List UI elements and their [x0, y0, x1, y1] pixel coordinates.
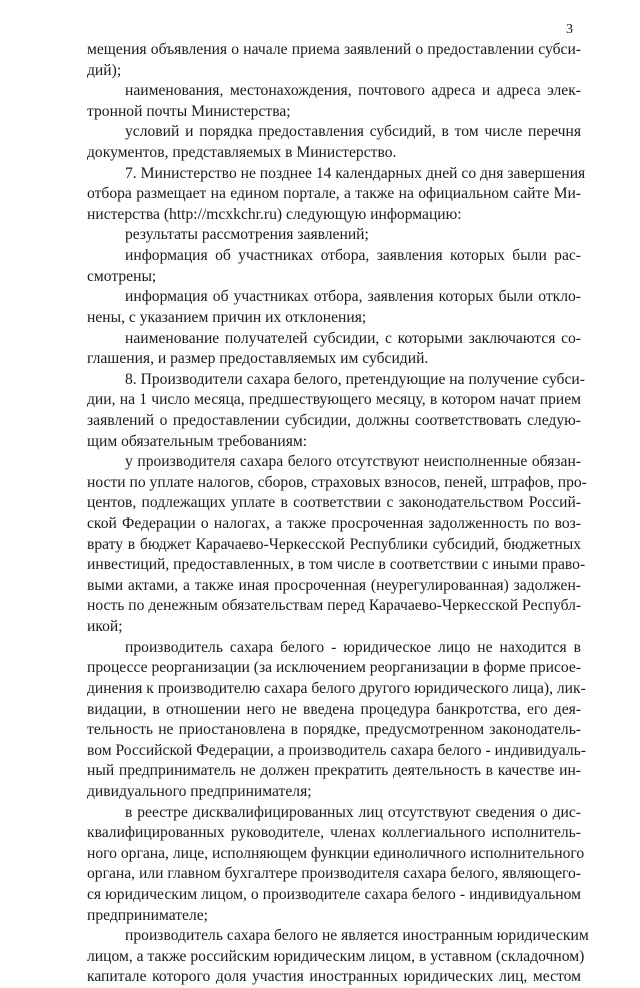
text-line: предпринимателе; [87, 906, 209, 924]
text-line: процессе реорганизации (за исключением реорганизации в форме присое- [87, 659, 582, 677]
text-line: ного органа, лице, исполняющем функции единоличного исполнительного [87, 844, 585, 862]
text-line: в реестре дисквалифицированных лиц отсутствуют сведения о дис- [125, 803, 581, 821]
text-line: щим обязательным требованиям: [87, 432, 308, 450]
text-line: наименования, местонахождения, почтового адреса и адреса элек- [125, 82, 581, 100]
text-line: информация об участниках отбора, заявления которых были рас- [125, 247, 581, 265]
text-line: тельность не приостановлена в порядке, предусмотренном законодатель- [87, 721, 581, 739]
text-line: ской Федерации о налогах, а также просроченная задолженность по воз- [87, 515, 581, 533]
text-line: ности по уплате налогов, сборов, страховых взносов, пеней, штрафов, про- [87, 473, 587, 491]
text-line: глашения, и размер предоставляемых им субсидий. [87, 350, 429, 368]
text-line: врату в бюджет Карачаево-Черкесской Республики субсидий, бюджетных [87, 535, 581, 553]
text-line: наименование получателей субсидии, с которыми заключаются со- [125, 329, 581, 347]
document-body [87, 40, 589, 988]
text-line: дий); [87, 61, 122, 79]
text-line: капитале которого доля участия иностранных юридических лиц, местом [87, 968, 581, 986]
text-line: дии, на 1 число месяца, предшествующего месяцу, в котором начат прием [87, 391, 581, 409]
text-line: лицом, а также российским юридическим лицом, в уставном (складочном) [87, 947, 585, 965]
text-line: 7. Министерство не позднее 14 календарных дней со дня завершения [125, 164, 586, 182]
text-line: динения к производителю сахара белого другого юридического лица), лик- [87, 679, 586, 697]
text-line: центов, подлежащих уплате в соответствии с законодательством Россий- [87, 494, 581, 512]
text-line: выми актами, а также иная просроченная (неурегулированная) задолжен- [87, 576, 581, 594]
text-line: видации, в отношении него не введена процедура банкротства, его дея- [87, 700, 581, 718]
text-line: документов, представляемых в Министерство. [87, 144, 397, 162]
text-line: информация об участниках отбора, заявления которых были откло- [125, 288, 581, 306]
text-line: инвестиций, предоставленных, в том числе в соответствии с иными право- [87, 556, 586, 574]
text-line: нистерства (http://mcxkchr.ru) следующую информацию: [87, 205, 462, 223]
text-line: ный предприниматель не должен прекратить деятельность в качестве ин- [87, 762, 581, 780]
text-line: ся юридическим лицом, о производителе сахара белого - индивидуальном [87, 885, 581, 903]
text-line: икой; [87, 618, 123, 636]
text-line: отбора размещает на едином портале, а также на официальном сайте Ми- [87, 185, 581, 203]
text-line: ность по денежным обязательствам перед Карачаево-Черкесской Республ- [87, 597, 582, 615]
text-line: результаты рассмотрения заявлений; [125, 226, 369, 244]
text-line: тронной почты Министерства; [87, 102, 291, 120]
text-line: у производителя сахара белого отсутствуют неисполненные обязан- [125, 453, 581, 471]
text-line: органа, или главном бухгалтере производителя сахара белого, являющего- [87, 865, 581, 883]
text-line: смотрены; [87, 267, 157, 285]
page-number: 3 [566, 22, 573, 37]
text-line: квалифицированных руководителе, членах коллегиального исполнитель- [87, 824, 581, 842]
text-line: дивидуального предпринимателя; [87, 782, 312, 800]
text-line: заявлений о предоставлении субсидии, должны соответствовать следую- [87, 411, 581, 429]
text-line: мещения объявления о начале приема заявлений о предоставлении субси- [87, 41, 581, 58]
text-line: нены, с указанием причин их отклонения; [87, 308, 367, 326]
text-line: вом Российской Федерации, а производитель сахара белого - индивидуаль- [87, 741, 586, 759]
text-line: 8. Производители сахара белого, претендующие на получение субси- [125, 370, 585, 388]
text-line: производитель сахара белого не является иностранным юридическим [125, 927, 589, 945]
text-line: производитель сахара белого - юридическое лицо не находится в [125, 638, 581, 656]
text-line: условий и порядка предоставления субсидий, в том числе перечня [125, 123, 581, 141]
